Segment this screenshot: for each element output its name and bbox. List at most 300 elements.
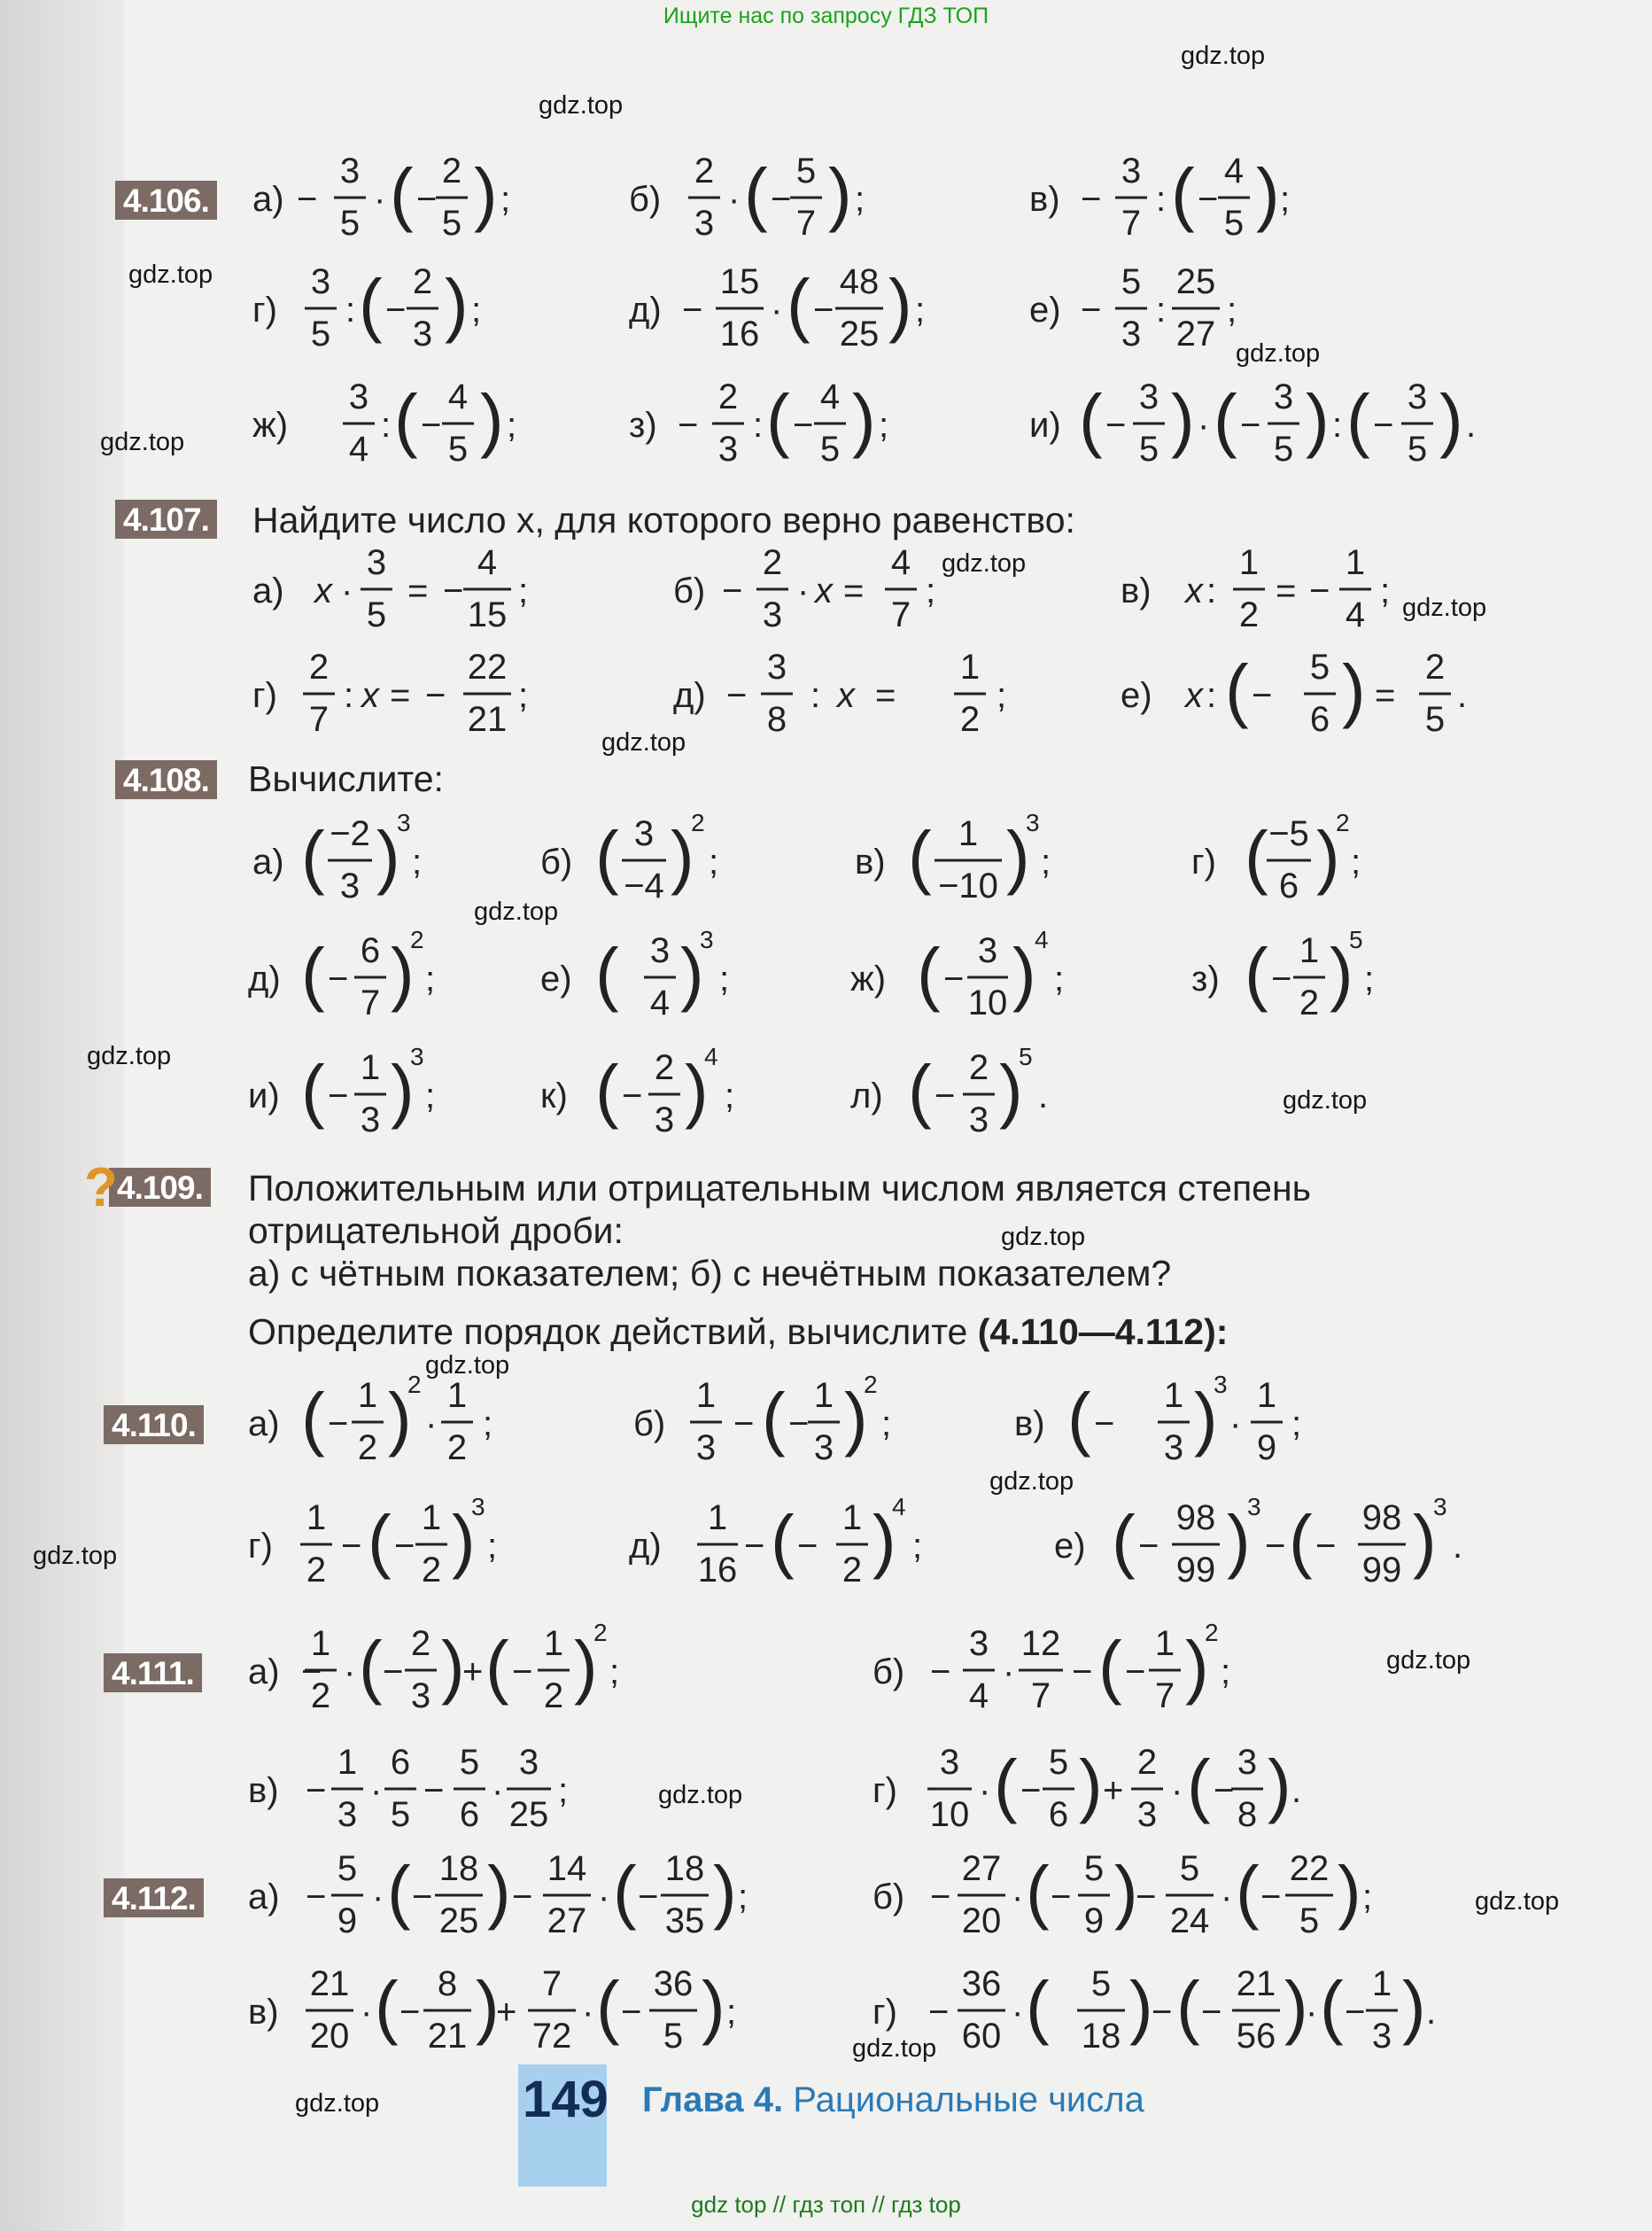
svg-text:+: + bbox=[1103, 1771, 1124, 1810]
svg-text:x: x bbox=[1185, 676, 1203, 715]
svg-text:27: 27 bbox=[961, 1849, 1002, 1888]
svg-text:;: ; bbox=[1380, 571, 1391, 610]
task-4-108-instruction: Вычислите: bbox=[248, 758, 444, 799]
watermark: gdz.top bbox=[989, 1467, 1074, 1496]
svg-text:): ) bbox=[828, 154, 852, 233]
svg-text:5: 5 bbox=[1121, 262, 1142, 301]
svg-text:1: 1 bbox=[959, 648, 981, 687]
svg-text:−: − bbox=[443, 571, 464, 610]
svg-text:3: 3 bbox=[366, 543, 387, 582]
svg-text:−: − bbox=[301, 1652, 322, 1691]
svg-text::: : bbox=[1206, 676, 1217, 715]
task-4-111-row-2 bbox=[0, 1742, 1652, 1839]
svg-text:): ) bbox=[480, 380, 504, 459]
svg-text:=: = bbox=[843, 571, 865, 610]
svg-text:3: 3 bbox=[694, 204, 715, 243]
svg-text:−: − bbox=[733, 1404, 755, 1443]
svg-text:(: ( bbox=[994, 1745, 1018, 1824]
svg-text:3: 3 bbox=[360, 1100, 381, 1139]
svg-text:1: 1 bbox=[310, 1624, 331, 1663]
watermark: gdz.top bbox=[1181, 42, 1266, 70]
task-4-107-row-2 bbox=[0, 647, 1652, 744]
svg-text:−: − bbox=[399, 1993, 421, 2032]
task-4-107-instruction: Найдите число x, для которого верно равенство: bbox=[252, 500, 1075, 540]
svg-text:2: 2 bbox=[842, 1551, 863, 1590]
svg-text:−: − bbox=[341, 1527, 362, 1566]
svg-text:16: 16 bbox=[719, 315, 760, 354]
task-4-109-line-3: а) с чётным показателем; б) с нечётным показателем? bbox=[248, 1253, 1172, 1294]
svg-text:21: 21 bbox=[467, 700, 508, 739]
svg-text:к): к) bbox=[540, 1077, 568, 1116]
svg-text:в): в) bbox=[1014, 1404, 1045, 1443]
watermark: gdz.top bbox=[87, 1042, 172, 1070]
svg-text:15: 15 bbox=[719, 262, 760, 301]
svg-text:18: 18 bbox=[438, 1849, 479, 1888]
svg-text:5: 5 bbox=[1048, 1743, 1069, 1782]
svg-text:−: − bbox=[622, 1077, 643, 1116]
svg-text:2: 2 bbox=[308, 648, 330, 687]
svg-text:−: − bbox=[1152, 1993, 1173, 2032]
svg-text:(: ( bbox=[908, 817, 932, 896]
svg-text:7: 7 bbox=[541, 1964, 562, 2003]
svg-text:е): е) bbox=[1029, 291, 1061, 330]
svg-text:20: 20 bbox=[309, 2017, 350, 2056]
svg-text:3: 3 bbox=[717, 430, 739, 469]
svg-text:36: 36 bbox=[653, 1964, 694, 2003]
svg-text:−: − bbox=[1373, 406, 1394, 445]
svg-text:−: − bbox=[328, 960, 349, 999]
svg-text:(: ( bbox=[1236, 1852, 1260, 1931]
svg-text:·: · bbox=[728, 180, 741, 219]
svg-text:9: 9 bbox=[337, 1901, 358, 1940]
svg-text:2: 2 bbox=[654, 1048, 675, 1087]
svg-text:;: ; bbox=[1364, 960, 1375, 999]
svg-text:·: · bbox=[341, 571, 353, 610]
task-number-4-110: 4.110. bbox=[104, 1405, 204, 1444]
svg-text:;: ; bbox=[425, 960, 436, 999]
svg-text:3: 3 bbox=[518, 1743, 539, 1782]
svg-text:(: ( bbox=[908, 1051, 932, 1130]
svg-text:−: − bbox=[722, 571, 743, 610]
svg-text:): ) bbox=[391, 1051, 415, 1130]
svg-text:1: 1 bbox=[1371, 1964, 1392, 2003]
svg-text:3: 3 bbox=[1237, 1743, 1258, 1782]
svg-text:(: ( bbox=[368, 1501, 392, 1580]
svg-text:в): в) bbox=[855, 843, 886, 882]
svg-text:x: x bbox=[314, 571, 332, 610]
svg-text:6: 6 bbox=[1309, 700, 1330, 739]
svg-text:(: ( bbox=[359, 265, 383, 344]
svg-text:): ) bbox=[376, 817, 400, 896]
svg-text:5: 5 bbox=[1273, 430, 1294, 469]
svg-text:(: ( bbox=[595, 817, 619, 896]
svg-text:в): в) bbox=[248, 1993, 279, 2032]
svg-text:2: 2 bbox=[410, 926, 424, 953]
svg-text:25: 25 bbox=[1175, 262, 1216, 301]
svg-text:2: 2 bbox=[306, 1551, 327, 1590]
svg-text:а): а) bbox=[252, 843, 284, 882]
svg-text:3: 3 bbox=[968, 1100, 989, 1139]
svg-text:7: 7 bbox=[1121, 204, 1142, 243]
svg-text:(: ( bbox=[1346, 380, 1370, 459]
svg-text:(: ( bbox=[301, 1379, 325, 1458]
svg-text:3: 3 bbox=[310, 262, 331, 301]
svg-text:.: . bbox=[1453, 1527, 1463, 1566]
svg-text:2: 2 bbox=[410, 1624, 431, 1663]
svg-text:;: ; bbox=[518, 676, 529, 715]
svg-text:;: ; bbox=[500, 180, 511, 219]
svg-text:7: 7 bbox=[360, 983, 381, 1022]
svg-text:(: ( bbox=[301, 934, 325, 1013]
svg-text:(: ( bbox=[1320, 1967, 1344, 2046]
svg-text:−4: −4 bbox=[624, 867, 664, 906]
svg-text:=: = bbox=[1375, 676, 1396, 715]
svg-text:3: 3 bbox=[1273, 377, 1294, 416]
svg-text:7: 7 bbox=[1154, 1676, 1175, 1715]
svg-text:): ) bbox=[685, 1051, 709, 1130]
svg-text::: : bbox=[1206, 571, 1217, 610]
watermark: gdz.top bbox=[1475, 1887, 1560, 1916]
svg-text:−: − bbox=[788, 1404, 810, 1443]
svg-text:1: 1 bbox=[306, 1498, 327, 1537]
svg-text:9: 9 bbox=[1256, 1428, 1277, 1467]
watermark: gdz.top bbox=[1283, 1086, 1368, 1115]
chapter-title: Рациональные числа bbox=[793, 2080, 1144, 2119]
svg-text:(: ( bbox=[359, 1627, 383, 1706]
svg-text:7: 7 bbox=[308, 700, 330, 739]
svg-text:−: − bbox=[1271, 960, 1292, 999]
svg-text::: : bbox=[810, 676, 821, 715]
svg-text:15: 15 bbox=[467, 595, 508, 634]
svg-text:2: 2 bbox=[762, 543, 783, 582]
svg-text:·: · bbox=[979, 1771, 991, 1810]
watermark: gdz.top bbox=[1001, 1223, 1086, 1251]
task-4-106-row-2 bbox=[0, 261, 1652, 359]
task-4-110-intro-range: (4.110—4.112): bbox=[977, 1311, 1229, 1352]
svg-text:−: − bbox=[1240, 406, 1261, 445]
svg-text::: : bbox=[1156, 180, 1167, 219]
svg-text:;: ; bbox=[483, 1404, 493, 1443]
svg-text:(: ( bbox=[1176, 1967, 1200, 2046]
svg-text:−: − bbox=[935, 1077, 956, 1116]
svg-text:36: 36 bbox=[961, 1964, 1002, 2003]
svg-text:−: − bbox=[383, 1652, 404, 1691]
svg-text:): ) bbox=[1338, 1852, 1361, 1931]
svg-text:г): г) bbox=[1191, 843, 1216, 882]
svg-text:·: · bbox=[1012, 1993, 1024, 2032]
svg-text:1: 1 bbox=[695, 1376, 717, 1415]
svg-text:(: ( bbox=[1289, 1501, 1313, 1580]
svg-text:3: 3 bbox=[412, 315, 433, 354]
svg-text:.: . bbox=[1426, 1993, 1437, 2032]
svg-text:x: x bbox=[815, 571, 833, 610]
svg-text:3: 3 bbox=[337, 1795, 358, 1834]
svg-text:6: 6 bbox=[459, 1795, 480, 1834]
svg-text:7: 7 bbox=[1030, 1676, 1051, 1715]
svg-text:5: 5 bbox=[1407, 430, 1428, 469]
svg-text:99: 99 bbox=[1175, 1551, 1216, 1590]
svg-text:г): г) bbox=[252, 291, 277, 330]
svg-text:;: ; bbox=[487, 1527, 498, 1566]
task-number-4-109: 4.109. bbox=[109, 1168, 211, 1207]
top-banner[interactable]: Ищите нас по запросу ГДЗ ТОП bbox=[663, 4, 989, 28]
svg-text:6: 6 bbox=[1278, 867, 1299, 906]
svg-text:5: 5 bbox=[1309, 648, 1330, 687]
svg-text:(: ( bbox=[1079, 380, 1103, 459]
svg-text:27: 27 bbox=[1175, 315, 1216, 354]
watermark: gdz.top bbox=[33, 1542, 118, 1570]
watermark: gdz.top bbox=[1402, 594, 1487, 622]
svg-text:2: 2 bbox=[717, 377, 739, 416]
svg-text:4: 4 bbox=[704, 1043, 718, 1070]
watermark: gdz.top bbox=[128, 260, 213, 289]
svg-text:7: 7 bbox=[795, 204, 817, 243]
task-4-108-row-2 bbox=[0, 926, 1652, 1028]
svg-text:2: 2 bbox=[1136, 1743, 1158, 1782]
svg-text:x: x bbox=[837, 676, 855, 715]
svg-text:;: ; bbox=[709, 843, 719, 882]
svg-text:в): в) bbox=[1121, 571, 1152, 610]
svg-text:2: 2 bbox=[421, 1551, 442, 1590]
svg-text:;: ; bbox=[412, 843, 423, 882]
svg-text:−: − bbox=[1252, 676, 1273, 715]
svg-text:3: 3 bbox=[1371, 2017, 1392, 2056]
svg-text:6: 6 bbox=[360, 931, 381, 970]
task-4-108-row-3 bbox=[0, 1043, 1652, 1145]
svg-text:2: 2 bbox=[864, 1371, 878, 1398]
svg-text:5: 5 bbox=[310, 315, 331, 354]
svg-text:1: 1 bbox=[360, 1048, 381, 1087]
svg-text:−: − bbox=[1201, 1993, 1222, 2032]
svg-text:2: 2 bbox=[959, 700, 981, 739]
task-number-4-106: 4.106. bbox=[115, 181, 217, 220]
svg-text:): ) bbox=[441, 1627, 465, 1706]
svg-text:): ) bbox=[713, 1852, 737, 1931]
svg-text:2: 2 bbox=[694, 152, 715, 190]
svg-text:=: = bbox=[407, 571, 429, 610]
svg-text:−: − bbox=[1315, 1527, 1337, 1566]
svg-text:(: ( bbox=[1187, 1745, 1211, 1824]
svg-text:−: − bbox=[421, 406, 442, 445]
svg-text:−: − bbox=[1136, 1877, 1157, 1916]
svg-text:·: · bbox=[1198, 406, 1210, 445]
svg-text:·: · bbox=[1171, 1771, 1183, 1810]
svg-text:;: ; bbox=[1280, 180, 1291, 219]
svg-text:(: ( bbox=[301, 817, 325, 896]
svg-text:д): д) bbox=[629, 1527, 662, 1566]
svg-text:4: 4 bbox=[1223, 152, 1245, 190]
svg-text:3: 3 bbox=[471, 1493, 485, 1520]
svg-text:5: 5 bbox=[1019, 1043, 1033, 1070]
svg-text:5: 5 bbox=[1299, 1901, 1320, 1940]
svg-text:): ) bbox=[680, 934, 704, 1013]
svg-text:1: 1 bbox=[1299, 931, 1320, 970]
svg-text:5: 5 bbox=[1179, 1849, 1200, 1888]
watermark: gdz.top bbox=[658, 1781, 743, 1809]
svg-text:б): б) bbox=[873, 1877, 905, 1916]
svg-text:): ) bbox=[852, 380, 876, 459]
svg-text:−: − bbox=[328, 1404, 349, 1443]
svg-text:): ) bbox=[1006, 817, 1030, 896]
svg-text:(: ( bbox=[387, 1852, 411, 1931]
svg-text:;: ; bbox=[915, 291, 926, 330]
svg-text:.: . bbox=[1038, 1077, 1049, 1116]
svg-text:а): а) bbox=[252, 571, 284, 610]
svg-text:−: − bbox=[1309, 571, 1330, 610]
svg-text:(: ( bbox=[1098, 1627, 1122, 1706]
svg-text:·: · bbox=[771, 291, 783, 330]
svg-text:·: · bbox=[797, 571, 810, 610]
svg-text:): ) bbox=[702, 1967, 725, 2046]
watermark: gdz.top bbox=[942, 549, 1027, 578]
svg-text:;: ; bbox=[471, 291, 482, 330]
page-number: 149 bbox=[523, 2071, 609, 2128]
svg-text:): ) bbox=[574, 1627, 598, 1706]
svg-text:): ) bbox=[487, 1852, 511, 1931]
task-4-108-row-1 bbox=[0, 809, 1652, 911]
svg-text:3: 3 bbox=[1121, 315, 1142, 354]
svg-text:22: 22 bbox=[467, 648, 508, 687]
svg-text:4: 4 bbox=[968, 1676, 989, 1715]
svg-text:3: 3 bbox=[977, 931, 998, 970]
svg-text:;: ; bbox=[738, 1877, 748, 1916]
svg-text:2: 2 bbox=[1238, 595, 1260, 634]
svg-text:−: − bbox=[943, 960, 965, 999]
svg-text:−: − bbox=[726, 676, 748, 715]
svg-text:−: − bbox=[412, 1877, 433, 1916]
svg-text:1: 1 bbox=[842, 1498, 863, 1537]
svg-text:3: 3 bbox=[813, 1428, 834, 1467]
svg-text:1: 1 bbox=[1256, 1376, 1277, 1415]
svg-text:): ) bbox=[474, 154, 498, 233]
svg-text:21: 21 bbox=[1236, 1964, 1276, 2003]
svg-text:−: − bbox=[1051, 1877, 1072, 1916]
task-4-109-line-2: отрицательной дроби: bbox=[248, 1210, 624, 1251]
svg-text:7: 7 bbox=[890, 595, 911, 634]
svg-text:а): а) bbox=[252, 180, 284, 219]
svg-text:5: 5 bbox=[390, 1795, 411, 1834]
svg-text:д): д) bbox=[248, 960, 281, 999]
svg-text:8: 8 bbox=[766, 700, 787, 739]
svg-text:2: 2 bbox=[1299, 983, 1320, 1022]
svg-text:): ) bbox=[1256, 154, 1280, 233]
task-4-112-row-2 bbox=[0, 1963, 1652, 2061]
svg-text:): ) bbox=[1079, 1745, 1103, 1824]
svg-text:−: − bbox=[638, 1877, 659, 1916]
svg-text:3: 3 bbox=[1121, 152, 1142, 190]
svg-text:): ) bbox=[1413, 1501, 1437, 1580]
svg-text:−: − bbox=[416, 180, 438, 219]
svg-text:=: = bbox=[390, 676, 411, 715]
svg-text:1: 1 bbox=[357, 1376, 378, 1415]
task-4-106-row-1 bbox=[0, 151, 1652, 248]
svg-text:4: 4 bbox=[892, 1493, 906, 1520]
svg-text:(: ( bbox=[762, 1379, 786, 1458]
svg-text:10: 10 bbox=[929, 1795, 970, 1834]
svg-text:3: 3 bbox=[339, 867, 361, 906]
watermark: gdz.top bbox=[425, 1351, 510, 1380]
svg-text:−: − bbox=[682, 291, 703, 330]
svg-text:·: · bbox=[1012, 1877, 1024, 1916]
svg-text:3: 3 bbox=[762, 595, 783, 634]
svg-text:3: 3 bbox=[397, 809, 411, 836]
svg-text:56: 56 bbox=[1236, 2017, 1276, 2056]
svg-text:2: 2 bbox=[1205, 1619, 1219, 1646]
svg-text:;: ; bbox=[1291, 1404, 1302, 1443]
svg-text:4: 4 bbox=[649, 983, 671, 1022]
svg-text:е): е) bbox=[540, 960, 572, 999]
svg-text:·: · bbox=[372, 1877, 384, 1916]
svg-text:5: 5 bbox=[339, 204, 361, 243]
svg-text:−: − bbox=[1105, 406, 1127, 445]
chapter-footer bbox=[642, 2080, 1144, 2120]
svg-text:ж): ж) bbox=[252, 406, 289, 445]
svg-text:·: · bbox=[344, 1652, 356, 1691]
svg-text:−: − bbox=[793, 406, 814, 445]
svg-text:·: · bbox=[1306, 1993, 1318, 2032]
svg-text:5: 5 bbox=[663, 2017, 684, 2056]
svg-text:−: − bbox=[423, 1771, 445, 1810]
svg-text:;: ; bbox=[725, 1077, 735, 1116]
bottom-banner[interactable]: gdz top // гдз топ // гдз top bbox=[691, 2191, 961, 2218]
svg-text:;: ; bbox=[1351, 843, 1361, 882]
svg-text:;: ; bbox=[879, 406, 889, 445]
svg-text:−: − bbox=[1198, 180, 1219, 219]
svg-text:(: ( bbox=[1245, 934, 1268, 1013]
svg-text:д): д) bbox=[673, 676, 706, 715]
svg-text:−5: −5 bbox=[1268, 814, 1309, 853]
svg-text:27: 27 bbox=[547, 1901, 587, 1940]
svg-text:=: = bbox=[1276, 571, 1297, 610]
svg-text:5: 5 bbox=[337, 1849, 358, 1888]
svg-text:4: 4 bbox=[890, 543, 911, 582]
svg-text:;: ; bbox=[1054, 960, 1065, 999]
svg-text:): ) bbox=[888, 265, 912, 344]
svg-text:−2: −2 bbox=[330, 814, 370, 853]
svg-text:): ) bbox=[1012, 934, 1036, 1013]
svg-text:а): а) bbox=[248, 1877, 280, 1916]
svg-text:8: 8 bbox=[437, 1964, 458, 2003]
svg-text:21: 21 bbox=[309, 1964, 350, 2003]
task-4-107-row-1 bbox=[0, 542, 1652, 640]
svg-text:в): в) bbox=[1029, 180, 1060, 219]
svg-text:(: ( bbox=[1225, 650, 1249, 729]
svg-text:·: · bbox=[1229, 1404, 1242, 1443]
svg-text:3: 3 bbox=[410, 1043, 424, 1070]
task-number-4-112: 4.112. bbox=[104, 1878, 204, 1917]
svg-text:x: x bbox=[361, 676, 379, 715]
svg-text:): ) bbox=[671, 817, 694, 896]
svg-text:и): и) bbox=[1029, 406, 1061, 445]
svg-text:): ) bbox=[1194, 1379, 1218, 1458]
svg-text:5: 5 bbox=[1424, 700, 1446, 739]
svg-text:): ) bbox=[1330, 934, 1353, 1013]
svg-text:1: 1 bbox=[543, 1624, 564, 1663]
svg-text:+: + bbox=[496, 1993, 517, 2032]
svg-text:): ) bbox=[1439, 380, 1463, 459]
svg-text:22: 22 bbox=[1289, 1849, 1330, 1888]
svg-text:·: · bbox=[425, 1404, 438, 1443]
svg-text:−: − bbox=[306, 1771, 327, 1810]
svg-text:(: ( bbox=[1026, 1852, 1050, 1931]
svg-text:−: − bbox=[306, 1877, 327, 1916]
svg-text:): ) bbox=[1402, 1967, 1426, 2046]
svg-text:(: ( bbox=[596, 1967, 620, 2046]
svg-text:): ) bbox=[1268, 1745, 1291, 1824]
watermark: gdz.top bbox=[474, 898, 559, 926]
svg-text:−: − bbox=[1265, 1527, 1286, 1566]
svg-text:5: 5 bbox=[1138, 430, 1160, 469]
